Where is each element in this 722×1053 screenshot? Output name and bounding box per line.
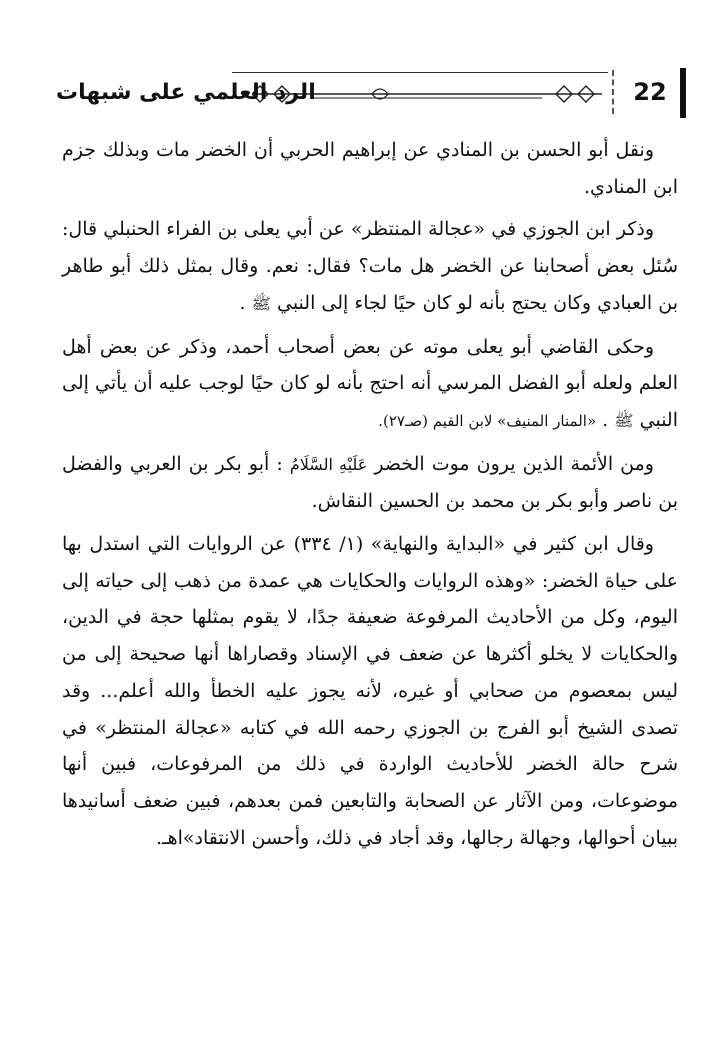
page-body <box>62 132 678 856</box>
honorific-glyph: ﷺ <box>614 410 634 430</box>
header-side-bar <box>680 68 686 118</box>
header-rule <box>232 72 608 73</box>
page-header <box>52 62 686 124</box>
paragraph-5: وقال ابن كثير في «البداية والنهاية» (١/ ٣٣٤) عن الروايات التي استدل بها على حياة الخضر: «وهذه الروايات والحكايات هي عمدة من ذهب إلى حياته إلى اليوم، وكل من الأحاديث المرفوعة ضعيفة جدًا، لا يقوم بمثلها حجة في الدين، والحكايات لا يخلو أكثرها عن ضعف في الإسناد وقصاراها أنها صحيحة إلى من ليس بمعصوم من صحابي أو غيره، لأنه يجوز عليه الخطأ والله أعلم... وقد تصدى الشيخ أبو الفرج بن الجوزي رحمه الله في كتابه «عجالة المنتظر» في شرح حالة الخضر للأحاديث الواردة في ذلك من المرفوعات، فبين أنها موضوعات، ومن الآثار عن الصحابة والتابعين فمن بعدهم، فبين ضعف أسانيدها ببيان أحوالها، وجهالة رجالها، وقد أجاد في ذلك، وأحسن الانتقاد»اهـ. <box>62 533 678 849</box>
source-reference: «المنار المنيف» لابن القيم (صـ٢٧). <box>378 411 597 430</box>
paragraph-1: ونقل أبو الحسن بن المنادي عن إبراهيم الحربي أن الخضر مات وبذلك جزم ابن المنادي. <box>62 139 678 198</box>
honorific-glyph: عَلَيْهِ السَّلَامُ <box>289 454 368 474</box>
honorific-glyph: ﷺ <box>251 293 271 313</box>
paragraph-2: وذكر ابن الجوزي في «عجالة المنتظر» عن أبي يعلى بن الفراء الحنبلي قال: سُئل بعض أصحابنا عن الخضر هل مات؟ فقال: نعم. وقال بمثل ذلك أبو طاهر بن العبادي وكان يحتج بأنه لو كان حيًا لجاء إلى النبي ﷺ . <box>62 218 678 314</box>
book-title: الرد العلمي على شبهات <box>56 80 316 105</box>
page-number: 22 <box>633 78 667 106</box>
paragraph-4: ومن الأئمة الذين يرون موت الخضر عَلَيْهِ السَّلَامُ : أبو بكر بن العربي والفضل بن ناصر وأبو بكر بن محمد بن الحسين النقاش. <box>62 452 678 513</box>
paragraph-3: وحكى القاضي أبو يعلى موته عن بعض أصحاب أحمد، وذكر عن بعض أهل العلم ولعله أبو الفضل المرسي أنه احتج بأنه لو كان حيًا لوجب عليه أن يأتي إلى النبي ﷺ . «المنار المنيف» لابن القيم (صـ٢٧). <box>62 335 678 431</box>
page-number-box <box>612 70 686 114</box>
